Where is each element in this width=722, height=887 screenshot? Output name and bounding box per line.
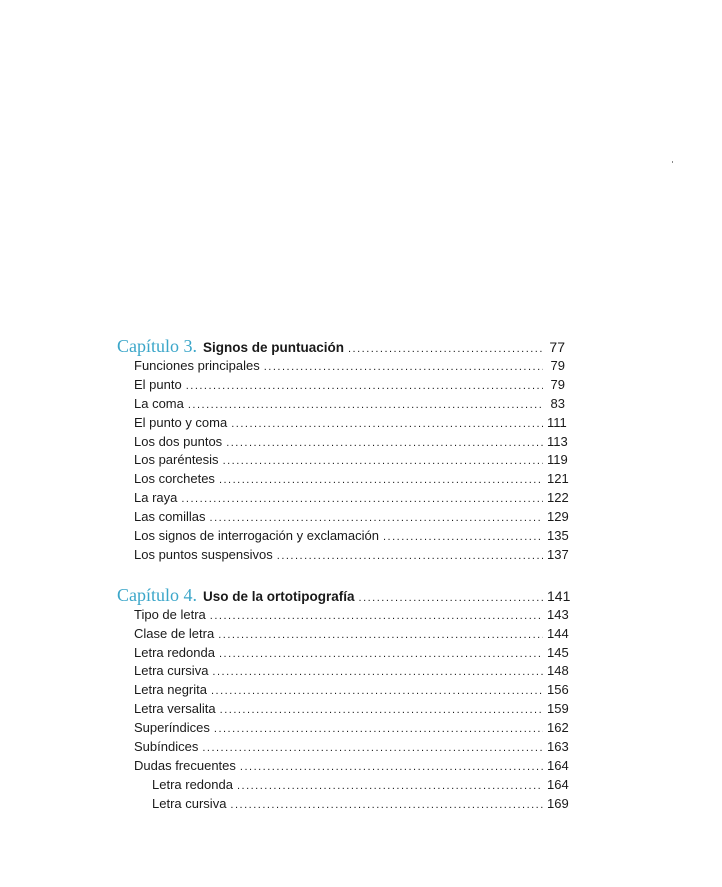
page-number: 144 (547, 625, 569, 641)
page-number: 119 (547, 452, 568, 468)
chapter-prefix: Capítulo 3. (117, 336, 197, 356)
toc-entry[interactable] (117, 546, 569, 566)
page-number: 121 (547, 471, 569, 487)
entry-title: Dudas frecuentes (134, 757, 236, 773)
page-number: 148 (547, 663, 569, 679)
dot-leader (220, 704, 543, 716)
entry-title: El punto (134, 376, 182, 392)
chapter-prefix: Capítulo 4. (117, 584, 197, 605)
toc-entry[interactable] (117, 720, 569, 739)
chapter-spacer (117, 566, 565, 585)
stray-mark (672, 161, 673, 163)
toc-entry[interactable] (117, 682, 569, 701)
toc-entry[interactable] (117, 415, 565, 434)
entry-title: La coma (134, 395, 184, 411)
dot-leader (186, 380, 543, 392)
toc-entry[interactable] (117, 433, 568, 453)
page-number: 77 (549, 339, 565, 355)
entry-title: Tipo de letra (134, 606, 206, 622)
dot-leader (210, 512, 543, 524)
dot-leader (210, 610, 543, 622)
chapter-4-heading[interactable] (117, 584, 571, 607)
entry-title: El punto y coma (134, 414, 228, 430)
toc-entry[interactable] (117, 509, 569, 528)
entry-title: Superíndices (134, 720, 210, 736)
dot-leader (219, 648, 543, 660)
toc-entry[interactable] (117, 701, 569, 720)
dot-leader (188, 399, 543, 411)
dot-leader (264, 361, 543, 373)
page-number: 162 (547, 720, 569, 736)
entry-title: Los dos puntos (134, 433, 223, 449)
toc-subentry[interactable] (117, 795, 569, 815)
toc-entry[interactable] (117, 739, 569, 758)
toc-entry[interactable] (117, 396, 565, 415)
toc-entry[interactable] (117, 757, 569, 777)
entry-title: Letra versalita (134, 701, 216, 717)
page-number: 169 (547, 795, 569, 811)
entry-title: Letra redonda (152, 776, 233, 792)
dot-leader (237, 780, 543, 792)
toc-entry[interactable] (117, 490, 569, 509)
page-number: 141 (547, 587, 571, 604)
dot-leader (230, 799, 543, 811)
toc-entry[interactable] (117, 606, 569, 626)
dot-leader (383, 531, 543, 543)
page-number: 137 (547, 546, 569, 562)
entry-title: Letra cursiva (152, 795, 227, 811)
dot-leader (218, 629, 543, 641)
dot-leader (214, 723, 543, 735)
entry-title: Clase de letra (134, 625, 215, 641)
page-number: 145 (547, 644, 569, 660)
chapter-3-heading[interactable] (117, 336, 565, 358)
page-number: 156 (547, 682, 569, 698)
page-number: 129 (547, 509, 569, 525)
dot-leader (223, 455, 543, 467)
dot-leader (277, 550, 543, 562)
page-number: 163 (547, 739, 569, 755)
entry-title: Letra redonda (134, 644, 215, 660)
toc-subentry[interactable] (117, 776, 569, 796)
entry-title: Las comillas (134, 509, 206, 525)
entry-title: Letra negrita (134, 682, 207, 698)
toc-entry[interactable] (117, 471, 569, 490)
dot-leader (359, 592, 543, 604)
dot-leader (181, 493, 543, 505)
entry-title: Los signos de interrogación y exclamación (134, 528, 379, 544)
dot-leader (219, 474, 543, 486)
dot-leader (211, 685, 543, 697)
entry-title: Letra cursiva (134, 663, 209, 679)
page-number: 79 (550, 358, 565, 373)
page-number: 122 (547, 490, 569, 506)
page-number: 83 (550, 395, 565, 411)
entry-title: Los corchetes (134, 471, 215, 487)
dot-leader (212, 666, 543, 678)
dot-leader (202, 742, 543, 754)
entry-title: Funciones principales (134, 358, 260, 373)
page-number: 135 (547, 528, 569, 544)
toc-entry[interactable] (117, 663, 569, 682)
dot-leader (226, 437, 543, 449)
toc-entry[interactable] (117, 358, 565, 377)
page-number: 111 (547, 414, 567, 430)
dot-leader (240, 761, 543, 773)
entry-title: Subíndices (134, 739, 199, 755)
toc-entry[interactable] (117, 528, 569, 547)
toc-entry[interactable] (117, 644, 569, 664)
chapter-title: Uso de la ortotipografía (203, 588, 355, 604)
page-number: 159 (547, 701, 569, 717)
entry-title: Los puntos suspensivos (134, 546, 273, 562)
page-number: 113 (547, 433, 568, 449)
toc-entry[interactable] (117, 377, 565, 396)
table-of-contents (117, 336, 571, 815)
page-number: 164 (547, 776, 569, 792)
page-number: 143 (547, 606, 569, 622)
page-number: 79 (550, 376, 565, 392)
toc-entry[interactable] (117, 625, 569, 645)
chapter-title: Signos de puntuación (203, 340, 344, 355)
dot-leader (348, 343, 543, 355)
dot-leader (231, 418, 543, 430)
page-number: 164 (547, 757, 569, 773)
entry-title: Los paréntesis (134, 452, 219, 468)
toc-entry[interactable] (117, 452, 568, 471)
entry-title: La raya (134, 490, 178, 506)
